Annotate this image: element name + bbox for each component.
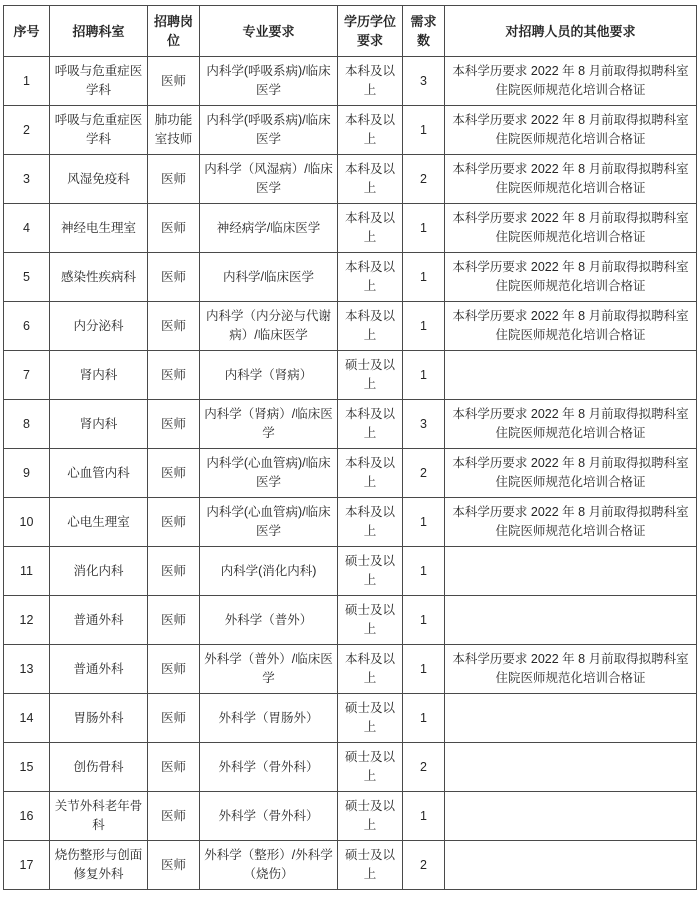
cell-post: 医师 bbox=[148, 57, 200, 106]
cell-major: 内科学（肾病） bbox=[200, 351, 338, 400]
cell-dept: 心电生理室 bbox=[50, 498, 148, 547]
table-row bbox=[4, 57, 697, 106]
cell-dept: 呼吸与危重症医学科 bbox=[50, 57, 148, 106]
cell-no: 14 bbox=[4, 694, 50, 743]
cell-no: 11 bbox=[4, 547, 50, 596]
cell-no: 13 bbox=[4, 645, 50, 694]
cell-no: 2 bbox=[4, 106, 50, 155]
cell-post: 医师 bbox=[148, 400, 200, 449]
cell-post: 医师 bbox=[148, 547, 200, 596]
cell-major: 内科学（内分泌与代谢病）/临床医学 bbox=[200, 302, 338, 351]
table-row bbox=[4, 400, 697, 449]
cell-dept: 神经电生理室 bbox=[50, 204, 148, 253]
cell-dept: 消化内科 bbox=[50, 547, 148, 596]
cell-other: 本科学历要求 2022 年 8 月前取得拟聘科室住院医师规范化培训合格证 bbox=[445, 204, 697, 253]
cell-count: 1 bbox=[403, 106, 445, 155]
table-row bbox=[4, 449, 697, 498]
table-body bbox=[4, 57, 697, 890]
cell-post: 医师 bbox=[148, 645, 200, 694]
cell-count: 1 bbox=[403, 498, 445, 547]
cell-count: 2 bbox=[403, 449, 445, 498]
column-header-major: 专业要求 bbox=[200, 6, 338, 57]
cell-no: 4 bbox=[4, 204, 50, 253]
cell-degree: 本科及以上 bbox=[338, 400, 403, 449]
cell-degree: 本科及以上 bbox=[338, 106, 403, 155]
cell-major: 神经病学/临床医学 bbox=[200, 204, 338, 253]
cell-dept: 呼吸与危重症医学科 bbox=[50, 106, 148, 155]
cell-degree: 硕士及以上 bbox=[338, 596, 403, 645]
cell-no: 7 bbox=[4, 351, 50, 400]
table-row bbox=[4, 155, 697, 204]
cell-count: 2 bbox=[403, 841, 445, 890]
column-header-post: 招聘岗位 bbox=[148, 6, 200, 57]
cell-dept: 心血管内科 bbox=[50, 449, 148, 498]
cell-other: 本科学历要求 2022 年 8 月前取得拟聘科室住院医师规范化培训合格证 bbox=[445, 253, 697, 302]
cell-dept: 普通外科 bbox=[50, 596, 148, 645]
cell-no: 16 bbox=[4, 792, 50, 841]
column-header-count: 需求数 bbox=[403, 6, 445, 57]
table-row bbox=[4, 743, 697, 792]
cell-count: 1 bbox=[403, 694, 445, 743]
cell-degree: 硕士及以上 bbox=[338, 841, 403, 890]
cell-degree: 本科及以上 bbox=[338, 302, 403, 351]
cell-other bbox=[445, 841, 697, 890]
cell-degree: 硕士及以上 bbox=[338, 694, 403, 743]
cell-post: 医师 bbox=[148, 596, 200, 645]
column-header-no: 序号 bbox=[4, 6, 50, 57]
cell-other bbox=[445, 792, 697, 841]
cell-no: 5 bbox=[4, 253, 50, 302]
cell-degree: 硕士及以上 bbox=[338, 547, 403, 596]
cell-count: 1 bbox=[403, 547, 445, 596]
recruitment-table bbox=[3, 5, 697, 890]
column-header-degree: 学历学位要求 bbox=[338, 6, 403, 57]
table-row bbox=[4, 547, 697, 596]
cell-post: 肺功能室技师 bbox=[148, 106, 200, 155]
table-row bbox=[4, 204, 697, 253]
cell-count: 1 bbox=[403, 645, 445, 694]
cell-dept: 普通外科 bbox=[50, 645, 148, 694]
cell-other: 本科学历要求 2022 年 8 月前取得拟聘科室住院医师规范化培训合格证 bbox=[445, 302, 697, 351]
cell-count: 1 bbox=[403, 253, 445, 302]
cell-post: 医师 bbox=[148, 302, 200, 351]
cell-degree: 本科及以上 bbox=[338, 155, 403, 204]
cell-major: 内科学(心血管病)/临床医学 bbox=[200, 449, 338, 498]
table-row bbox=[4, 694, 697, 743]
column-header-dept: 招聘科室 bbox=[50, 6, 148, 57]
cell-no: 10 bbox=[4, 498, 50, 547]
cell-post: 医师 bbox=[148, 449, 200, 498]
cell-count: 2 bbox=[403, 743, 445, 792]
cell-no: 1 bbox=[4, 57, 50, 106]
cell-major: 内科学/临床医学 bbox=[200, 253, 338, 302]
header-row bbox=[4, 6, 697, 57]
cell-other: 本科学历要求 2022 年 8 月前取得拟聘科室住院医师规范化培训合格证 bbox=[445, 645, 697, 694]
cell-count: 1 bbox=[403, 596, 445, 645]
table-row bbox=[4, 106, 697, 155]
table-row bbox=[4, 596, 697, 645]
cell-no: 12 bbox=[4, 596, 50, 645]
cell-major: 外科学（整形）/外科学（烧伤） bbox=[200, 841, 338, 890]
cell-other bbox=[445, 547, 697, 596]
cell-other: 本科学历要求 2022 年 8 月前取得拟聘科室住院医师规范化培训合格证 bbox=[445, 449, 697, 498]
cell-major: 外科学（普外） bbox=[200, 596, 338, 645]
cell-no: 3 bbox=[4, 155, 50, 204]
cell-post: 医师 bbox=[148, 694, 200, 743]
cell-count: 1 bbox=[403, 302, 445, 351]
cell-count: 2 bbox=[403, 155, 445, 204]
cell-degree: 本科及以上 bbox=[338, 204, 403, 253]
cell-dept: 肾内科 bbox=[50, 400, 148, 449]
cell-dept: 内分泌科 bbox=[50, 302, 148, 351]
cell-no: 9 bbox=[4, 449, 50, 498]
cell-degree: 硕士及以上 bbox=[338, 351, 403, 400]
cell-dept: 风湿免疫科 bbox=[50, 155, 148, 204]
cell-count: 1 bbox=[403, 351, 445, 400]
cell-no: 15 bbox=[4, 743, 50, 792]
cell-count: 3 bbox=[403, 400, 445, 449]
cell-major: 内科学(呼吸系病)/临床医学 bbox=[200, 57, 338, 106]
cell-other: 本科学历要求 2022 年 8 月前取得拟聘科室住院医师规范化培训合格证 bbox=[445, 498, 697, 547]
cell-post: 医师 bbox=[148, 792, 200, 841]
table-row bbox=[4, 841, 697, 890]
cell-major: 内科学(消化内科) bbox=[200, 547, 338, 596]
cell-degree: 本科及以上 bbox=[338, 498, 403, 547]
cell-major: 外科学（骨外科） bbox=[200, 792, 338, 841]
cell-degree: 本科及以上 bbox=[338, 253, 403, 302]
cell-major: 外科学（胃肠外） bbox=[200, 694, 338, 743]
cell-no: 17 bbox=[4, 841, 50, 890]
cell-dept: 关节外科老年骨科 bbox=[50, 792, 148, 841]
column-header-other: 对招聘人员的其他要求 bbox=[445, 6, 697, 57]
table-row bbox=[4, 792, 697, 841]
cell-post: 医师 bbox=[148, 155, 200, 204]
cell-post: 医师 bbox=[148, 253, 200, 302]
cell-dept: 胃肠外科 bbox=[50, 694, 148, 743]
cell-other: 本科学历要求 2022 年 8 月前取得拟聘科室住院医师规范化培训合格证 bbox=[445, 106, 697, 155]
cell-major: 内科学（肾病）/临床医学 bbox=[200, 400, 338, 449]
cell-other: 本科学历要求 2022 年 8 月前取得拟聘科室住院医师规范化培训合格证 bbox=[445, 155, 697, 204]
cell-degree: 本科及以上 bbox=[338, 57, 403, 106]
cell-post: 医师 bbox=[148, 498, 200, 547]
cell-other bbox=[445, 596, 697, 645]
cell-degree: 本科及以上 bbox=[338, 449, 403, 498]
table-row bbox=[4, 302, 697, 351]
cell-post: 医师 bbox=[148, 204, 200, 253]
cell-dept: 肾内科 bbox=[50, 351, 148, 400]
cell-other: 本科学历要求 2022 年 8 月前取得拟聘科室住院医师规范化培训合格证 bbox=[445, 400, 697, 449]
cell-no: 8 bbox=[4, 400, 50, 449]
cell-degree: 本科及以上 bbox=[338, 645, 403, 694]
cell-dept: 创伤骨科 bbox=[50, 743, 148, 792]
cell-other: 本科学历要求 2022 年 8 月前取得拟聘科室住院医师规范化培训合格证 bbox=[445, 57, 697, 106]
table-row bbox=[4, 645, 697, 694]
table-row bbox=[4, 498, 697, 547]
cell-dept: 感染性疾病科 bbox=[50, 253, 148, 302]
cell-dept: 烧伤整形与创面修复外科 bbox=[50, 841, 148, 890]
cell-major: 内科学(呼吸系病)/临床医学 bbox=[200, 106, 338, 155]
cell-major: 外科学（骨外科） bbox=[200, 743, 338, 792]
cell-post: 医师 bbox=[148, 841, 200, 890]
cell-count: 3 bbox=[403, 57, 445, 106]
table-row bbox=[4, 253, 697, 302]
table-row bbox=[4, 351, 697, 400]
cell-other bbox=[445, 743, 697, 792]
cell-major: 内科学(心血管病)/临床医学 bbox=[200, 498, 338, 547]
cell-post: 医师 bbox=[148, 351, 200, 400]
cell-degree: 硕士及以上 bbox=[338, 792, 403, 841]
cell-other bbox=[445, 694, 697, 743]
cell-count: 1 bbox=[403, 204, 445, 253]
cell-post: 医师 bbox=[148, 743, 200, 792]
cell-count: 1 bbox=[403, 792, 445, 841]
cell-no: 6 bbox=[4, 302, 50, 351]
cell-other bbox=[445, 351, 697, 400]
cell-major: 外科学（普外）/临床医学 bbox=[200, 645, 338, 694]
cell-major: 内科学（风湿病）/临床医学 bbox=[200, 155, 338, 204]
cell-degree: 硕士及以上 bbox=[338, 743, 403, 792]
